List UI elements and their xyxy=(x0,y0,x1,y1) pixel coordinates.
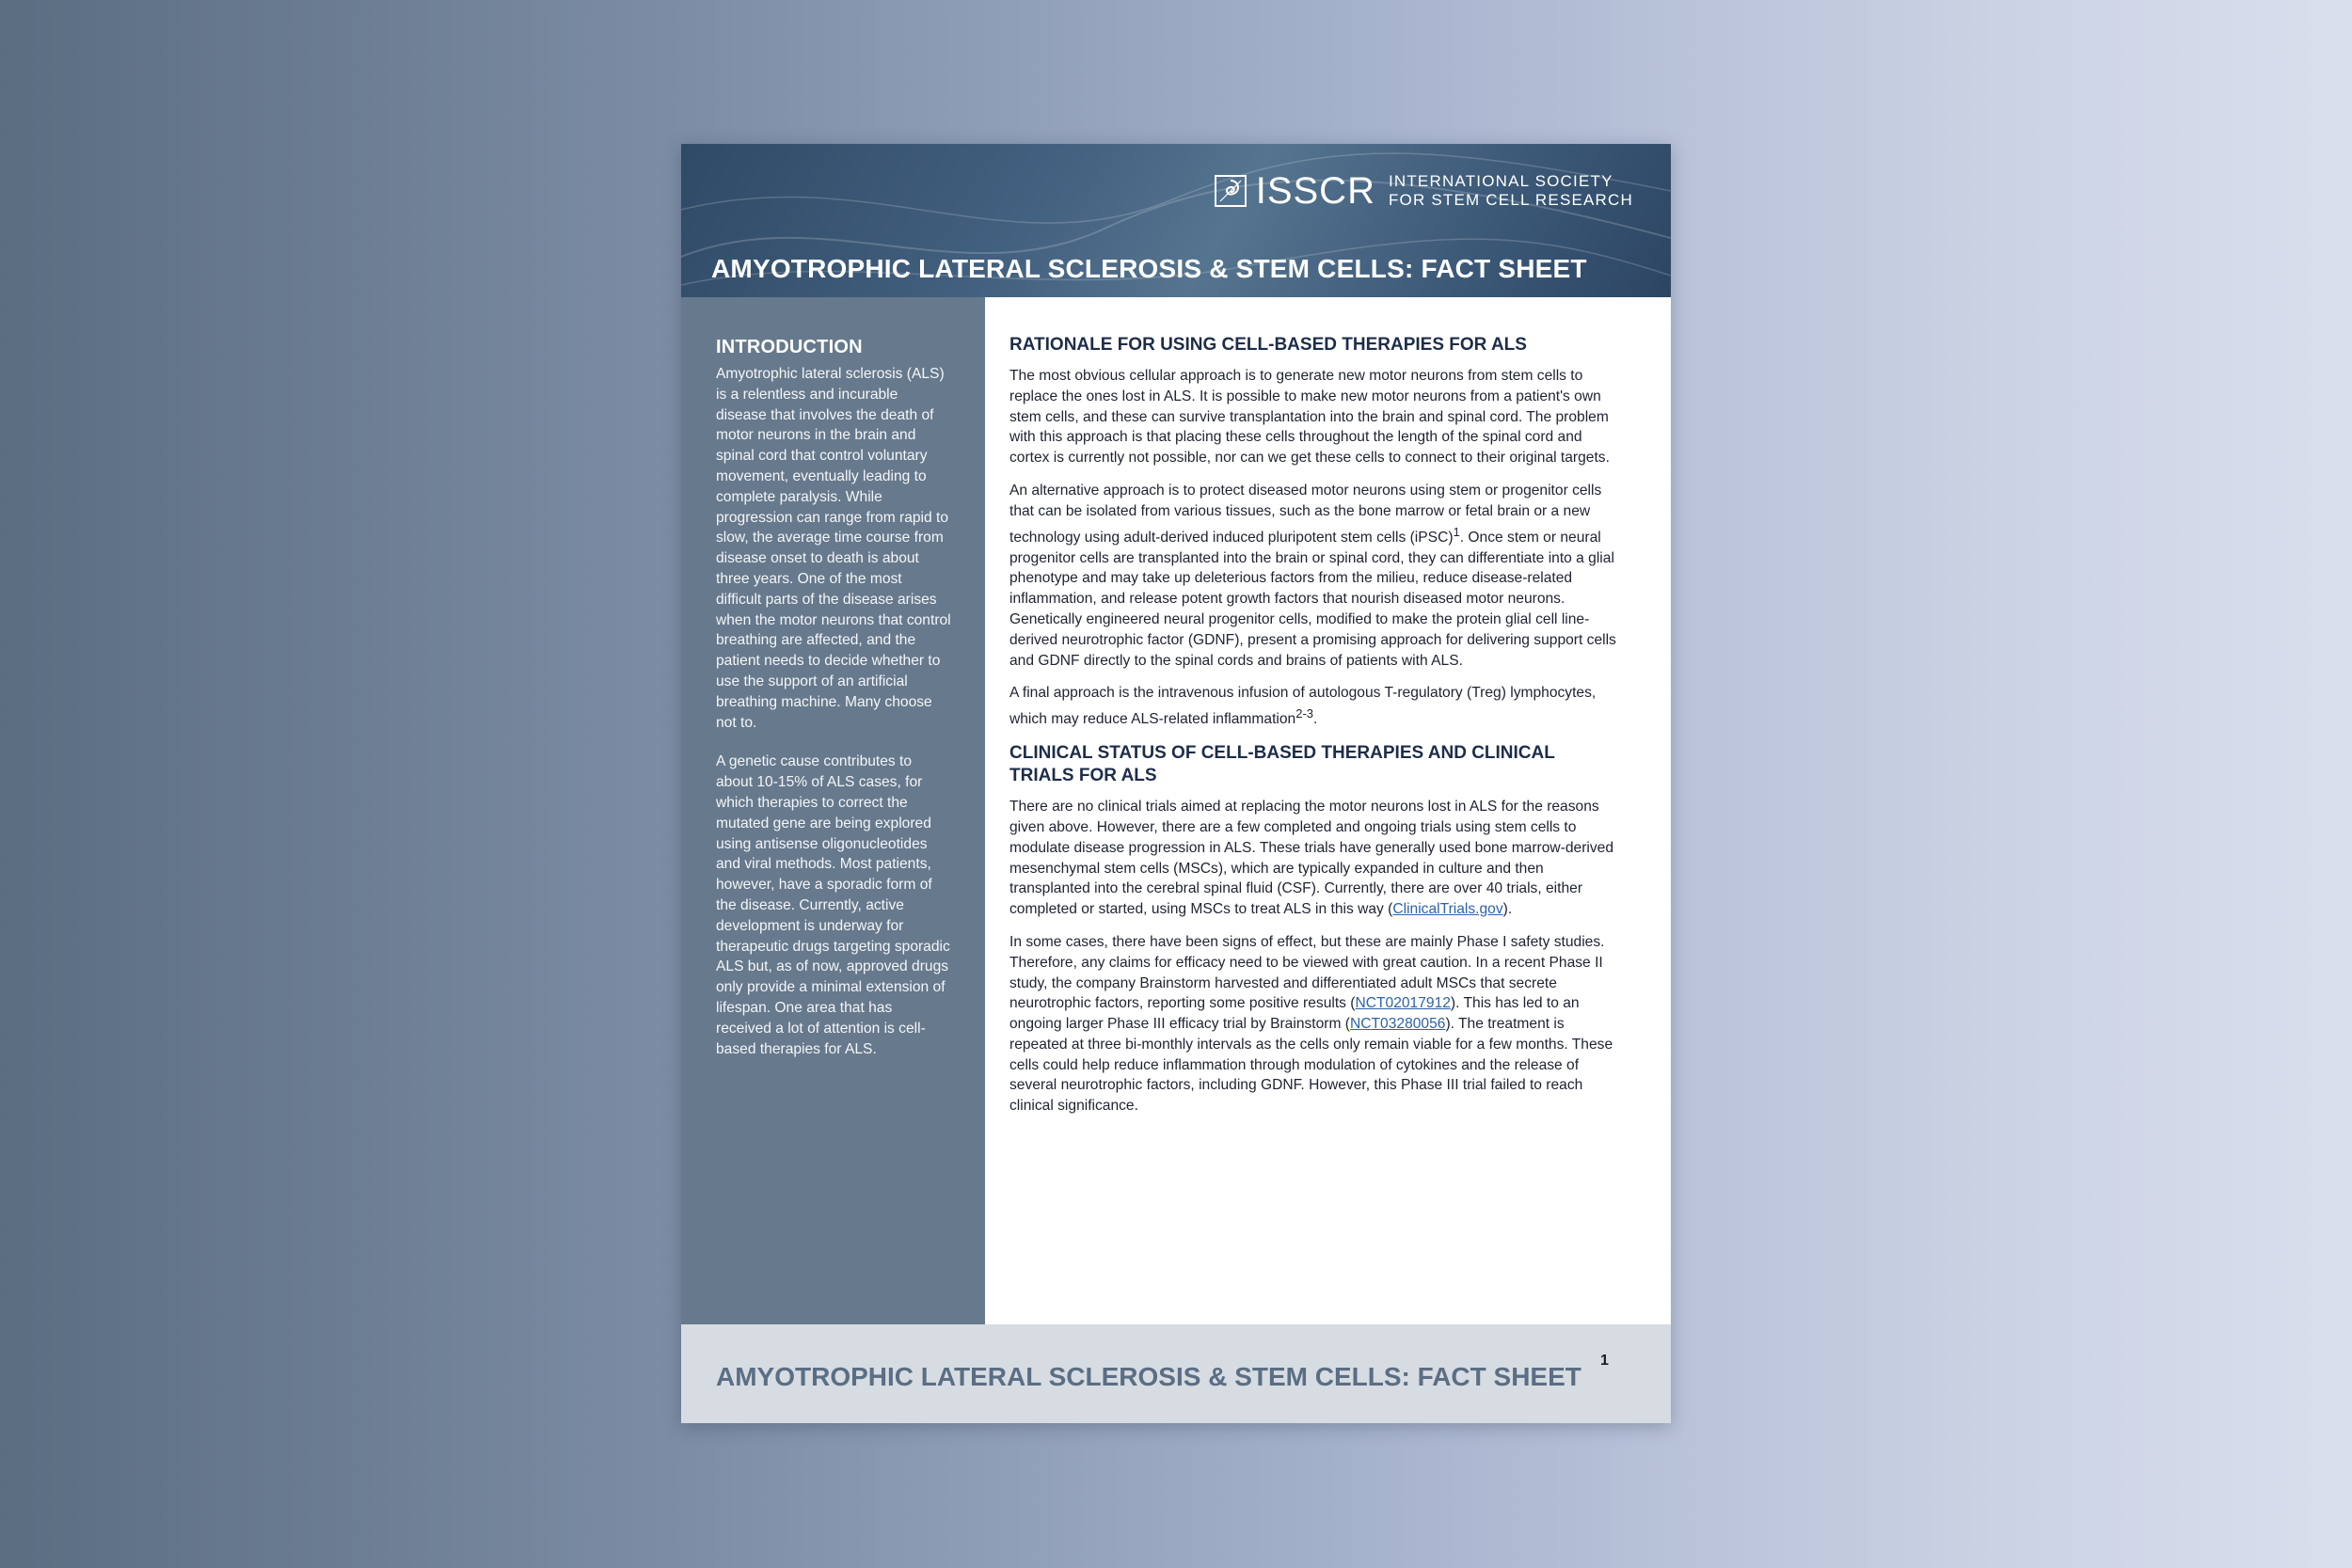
body-paragraph xyxy=(1009,932,1616,1117)
logo-name: ISSCR xyxy=(1255,170,1375,212)
footnote-ref: 1 xyxy=(1453,524,1460,539)
logo-subtitle xyxy=(1389,172,1633,210)
footnote-ref: 2-3 xyxy=(1295,706,1314,721)
paragraph-text: ). xyxy=(1502,901,1513,918)
paragraph-text: ). The treatment is repeated at three bi-monthly intervals as the cells only remain viable for a few months. These cells could help reduce inflammation through modulation of cytokines and the release of several neurotrophic factors, including GDNF. However, this Phase III trial failed to reach clinical significance. xyxy=(1009,1016,1613,1115)
sidebar-paragraph: A genetic cause contributes to about 10-15% of ALS cases, for which therapies to correct the mutated gene are being explored using antisense oligonucleotides and viral methods. Most patients, however, have a sporadic form of the disease. Currently, active development is underway for therapeutic drugs targeting sporadic ALS but, as of now, approved drugs only provide a minimal extension of lifespan. One area that has received a lot of attention is cell-based therapies for ALS. xyxy=(716,753,950,1057)
logo-subtitle-line1: INTERNATIONAL SOCIETY xyxy=(1388,172,1613,190)
paragraph-text: An alternative approach is to protect diseased motor neurons using stem or progenitor cells that can be isolated from various tissues, such as the bone marrow or fetal brain or a new technology using adult-derived induced pluripotent stem cells (iPSC) xyxy=(1009,482,1602,546)
paragraph-text: A final approach is the intravenous infusion of autologous T-regulatory (Treg) lymphocytes, which may reduce ALS-related inflammation xyxy=(1009,685,1597,728)
header-banner xyxy=(681,144,1671,297)
paragraph-text: . xyxy=(1313,711,1318,728)
clinicaltrials-link[interactable]: ClinicalTrials.gov xyxy=(1392,901,1503,918)
body-paragraph xyxy=(1009,797,1616,920)
footer-title: AMYOTROPHIC LATERAL SCLEROSIS & STEM CELLS: FACT SHEET xyxy=(716,1362,1581,1391)
sidebar-content xyxy=(716,337,951,1078)
page-number: 1 xyxy=(1600,1353,1609,1369)
paragraph-text: In some cases, there have been signs of effect, but these are mainly Phase I safety studies. Therefore, any claims for efficacy need to be viewed with great caution. In a recent Phase II study, the company Brainstorm harvested and differentiated adult MSCs that secrete neurotrophic factors, reporting some positive results ( xyxy=(1009,933,1605,1012)
sidebar-heading: INTRODUCTION xyxy=(716,337,863,357)
trial-link-nct02017912[interactable]: NCT02017912 xyxy=(1355,995,1451,1012)
body-paragraph: The most obvious cellular approach is to generate new motor neurons from stem cells to replace the ones lost in ALS. It is possible to make new motor neurons from a patient's own stem cells, and these can survive transplantation into the brain and spinal cord. The problem with this approach is that placing these cells throughout the length of the spinal cord and cortex is currently not possible, nor can we get these cells to connect to their original targets. xyxy=(1009,368,1610,467)
isscr-logo-icon xyxy=(1215,175,1247,207)
sidebar-introduction xyxy=(681,297,985,1423)
body-paragraph xyxy=(1009,683,1616,730)
fact-sheet-page xyxy=(681,144,1671,1423)
isscr-logo xyxy=(1215,172,1633,210)
main-content xyxy=(1009,334,1616,1129)
logo-subtitle-line2: FOR STEM CELL RESEARCH xyxy=(1388,191,1633,209)
section-heading-rationale: RATIONALE FOR USING CELL-BASED THERAPIES FOR ALS xyxy=(1009,335,1527,355)
page-footer xyxy=(681,1324,1671,1423)
page-title: AMYOTROPHIC LATERAL SCLEROSIS & STEM CELLS: FACT SHEET xyxy=(711,254,1587,283)
paragraph-text: ). This has led to an ongoing larger Phase III efficacy trial by Brainstorm ( xyxy=(1009,995,1580,1033)
paragraph-text: . Once stem or neural progenitor cells are transplanted into the brain or spinal cord, they can differentiate into a glial phenotype and may take up deleterious factors from the milieu, reduce disease-related inflammation, and release potent growth factors that nourish diseased motor neurons. Genetically engineered neural progenitor cells, modified to make the protein glial cell line-derived neurotrophic factor (GDNF), present a promising approach for delivering support cells and GDNF directly to the spinal cords and brains of patients with ALS. xyxy=(1009,529,1616,669)
section-heading-clinical-status: CLINICAL STATUS OF CELL-BASED THERAPIES AND CLINICAL TRIALS FOR ALS xyxy=(1009,743,1555,786)
body-paragraph xyxy=(1009,481,1616,671)
sidebar-paragraph: Amyotrophic lateral sclerosis (ALS) is a relentless and incurable disease that involves the death of motor neurons in the brain and spinal cord that control voluntary movement, eventually leading to complete paralysis. While progression can range from rapid to slow, the average time course from disease onset to death is about three years. One of the most difficult parts of the disease arises when the motor neurons that control breathing are affected, and the patient needs to decide whether to use the support of an artificial breathing machine. Many choose not to. xyxy=(716,366,951,731)
trial-link-nct03280056[interactable]: NCT03280056 xyxy=(1350,1016,1446,1033)
paragraph-text: There are no clinical trials aimed at replacing the motor neurons lost in ALS for the reasons given above. However, there are a few completed and ongoing trials using stem cells to modulate disease progression in ALS. These trials have generally used bone marrow-derived mesenchymal stem cells (MSCs), which are typically expanded in culture and then transplanted into the cerebral spinal fluid (CSF). Currently, there are over 40 trials, either completed or started, using MSCs to treat ALS in this way ( xyxy=(1009,799,1614,918)
